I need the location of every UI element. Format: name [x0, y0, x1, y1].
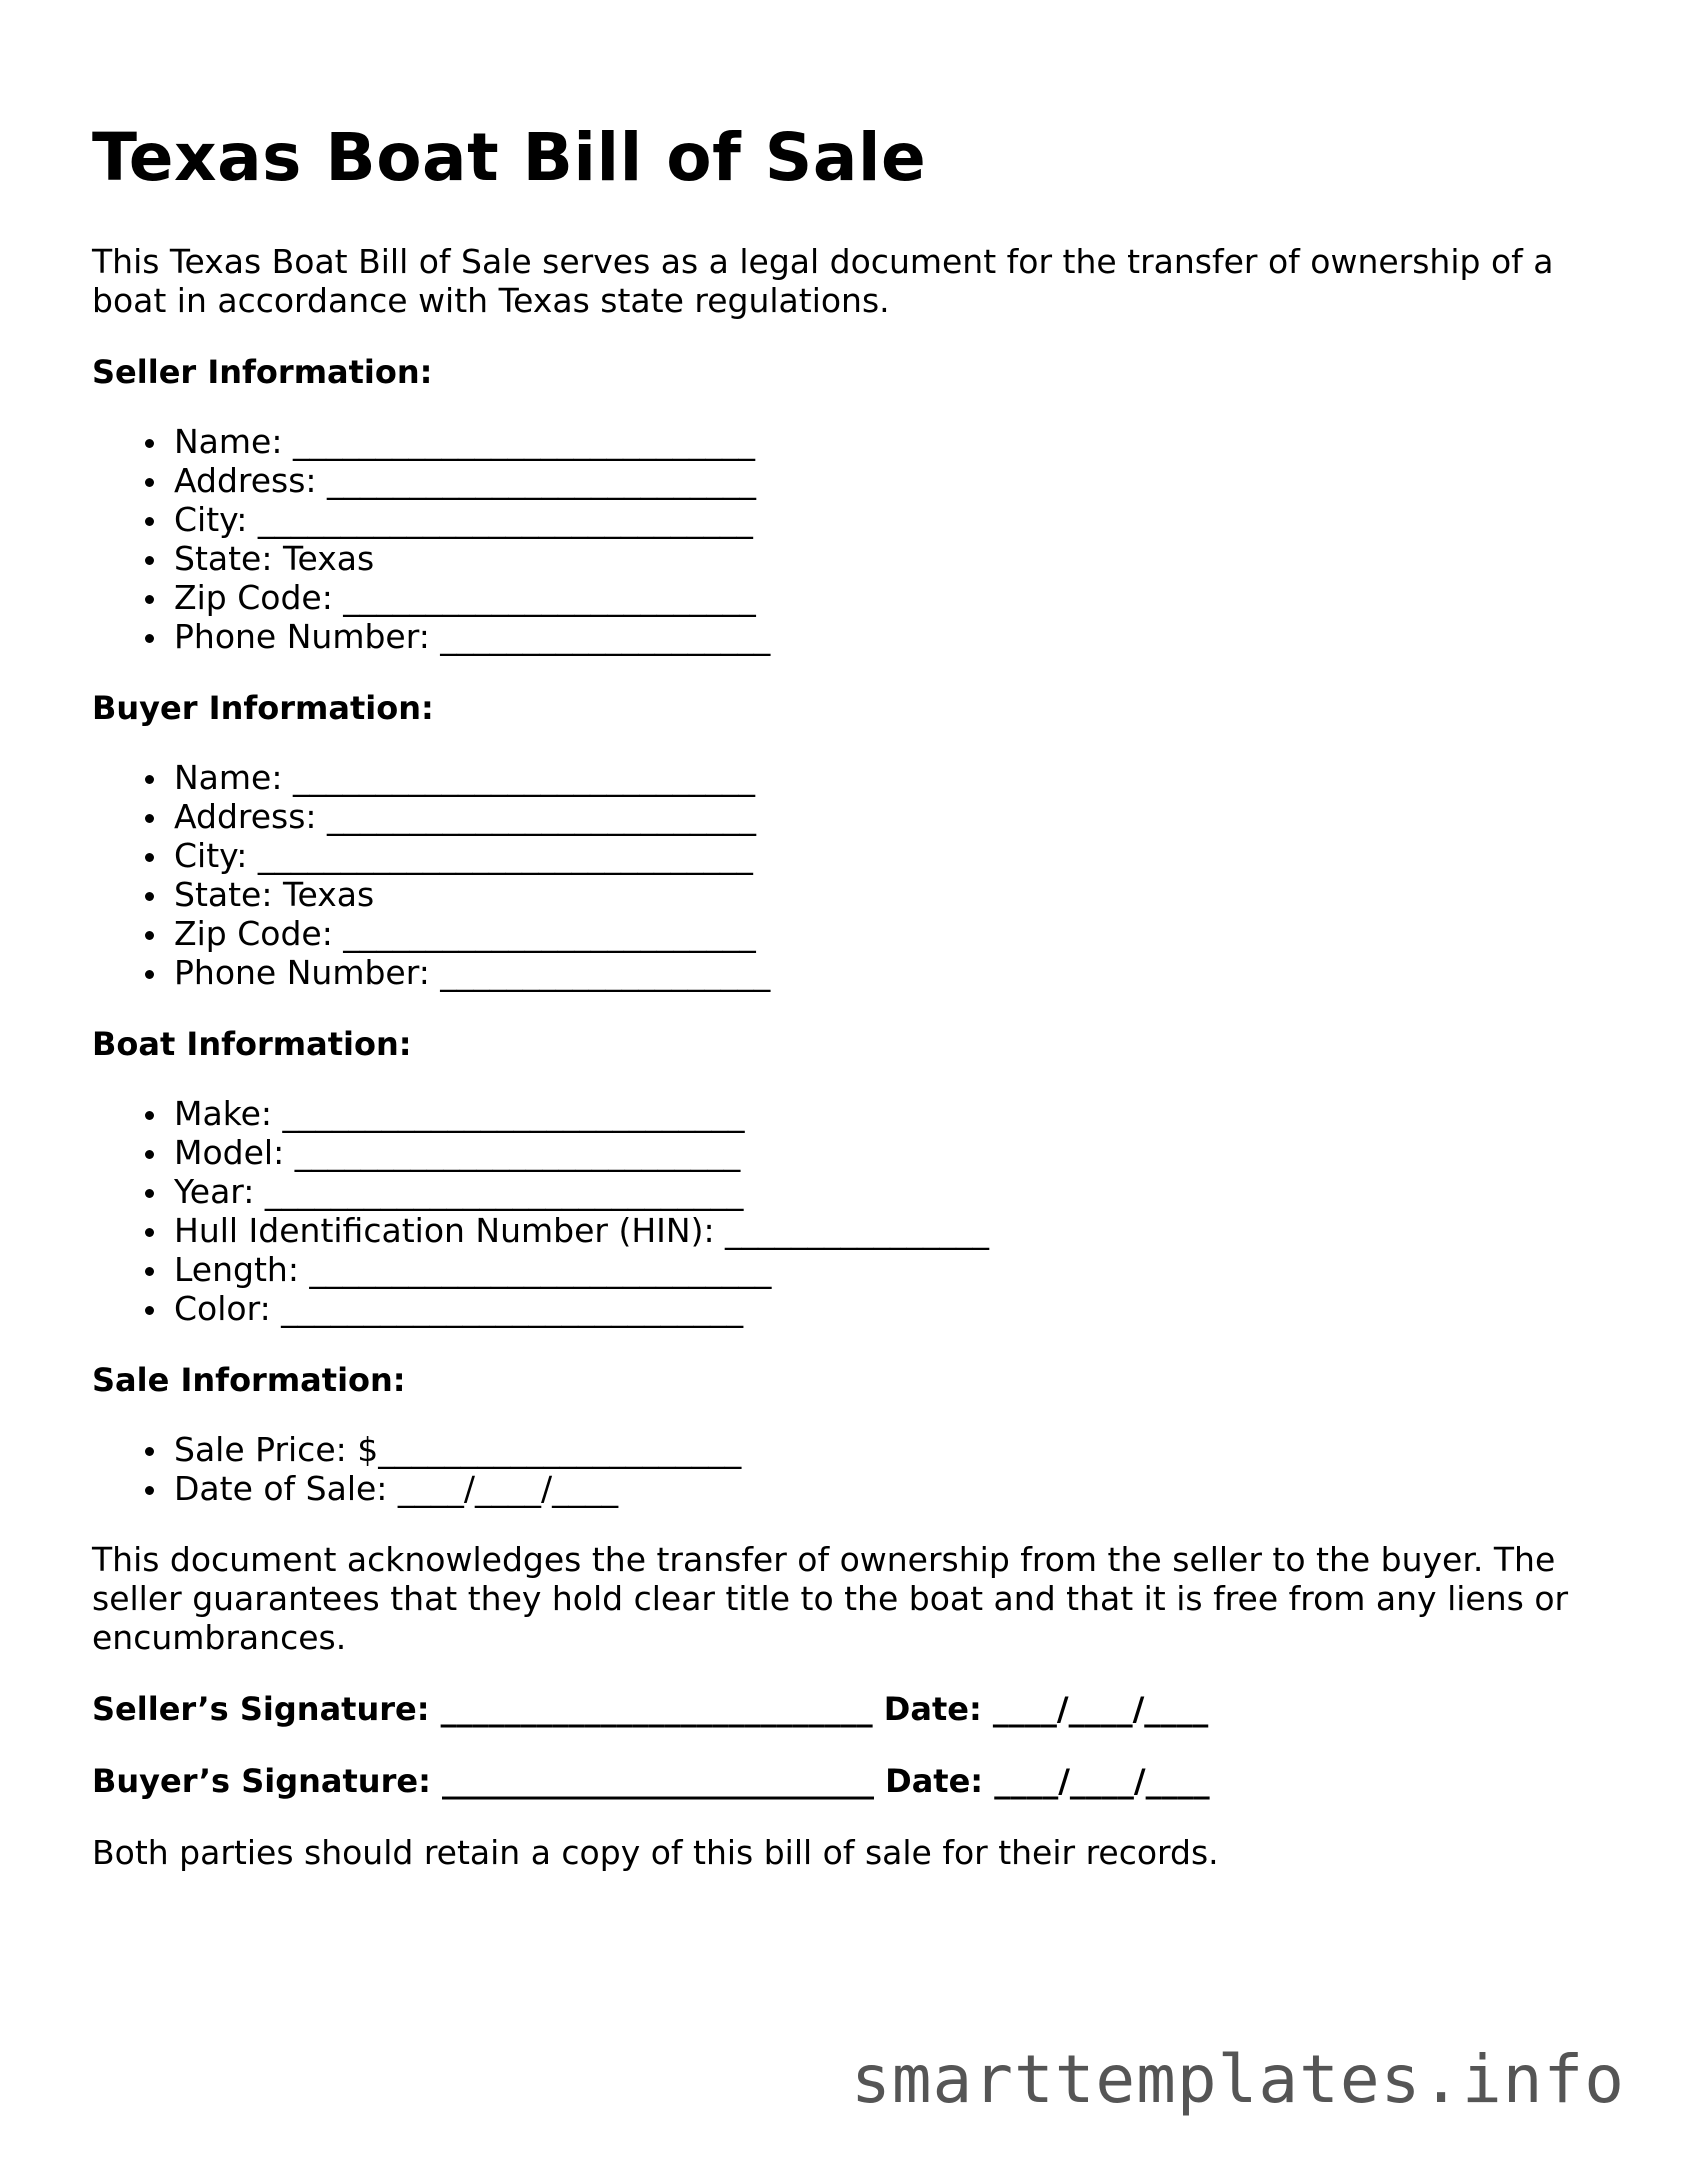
buyer-info-list [92, 758, 1612, 992]
seller-signature-line: Seller’s Signature: ___________________________ Date: ____/____/____ [92, 1690, 1209, 1728]
seller-zip-field: Zip Code: _________________________ [174, 578, 1612, 617]
boat-year-field: Year: _____________________________ [174, 1172, 1612, 1211]
boat-info-list [92, 1094, 1612, 1328]
buyer-state-field: State: Texas [174, 875, 1612, 914]
closing-note: Both parties should retain a copy of this bill of sale for their records. [92, 1833, 1219, 1872]
seller-section-heading: Seller Information: [92, 353, 433, 391]
buyer-zip-field: Zip Code: _________________________ [174, 914, 1612, 953]
seller-phone-field: Phone Number: ____________________ [174, 617, 1612, 656]
boat-length-field: Length: ____________________________ [174, 1250, 1612, 1289]
sale-price-field: Sale Price: $______________________ [174, 1430, 1612, 1469]
boat-model-field: Model: ___________________________ [174, 1133, 1612, 1172]
sale-date-field: Date of Sale: ____/____/____ [174, 1469, 1612, 1508]
buyer-phone-field: Phone Number: ____________________ [174, 953, 1612, 992]
seller-name-field: Name: ____________________________ [174, 422, 1612, 461]
seller-info-list [92, 422, 1612, 656]
buyer-address-field: Address: __________________________ [174, 797, 1612, 836]
buyer-section-heading: Buyer Information: [92, 689, 434, 727]
buyer-signature-line: Buyer’s Signature: ___________________________ Date: ____/____/____ [92, 1762, 1210, 1800]
boat-hin-field: Hull Identification Number (HIN): ________________ [174, 1211, 1612, 1250]
document-title: Texas Boat Bill of Sale [92, 119, 927, 196]
boat-make-field: Make: ____________________________ [174, 1094, 1612, 1133]
sale-info-list [92, 1430, 1612, 1508]
intro-paragraph: This Texas Boat Bill of Sale serves as a legal document for the transfer of ownership of a boat in accordance with Texas state regulations. [92, 242, 1554, 320]
acknowledgement-paragraph: This document acknowledges the transfer of ownership from the seller to the buyer. The seller guarantees that they hold clear title to the boat and that it is free from any liens or encumbrances. [92, 1540, 1569, 1657]
sale-section-heading: Sale Information: [92, 1361, 406, 1399]
seller-address-field: Address: __________________________ [174, 461, 1612, 500]
seller-city-field: City: ______________________________ [174, 500, 1612, 539]
document-page [92, 118, 1612, 1872]
buyer-city-field: City: ______________________________ [174, 836, 1612, 875]
seller-state-field: State: Texas [174, 539, 1612, 578]
site-watermark: smarttemplates.info [851, 2041, 1625, 2118]
boat-section-heading: Boat Information: [92, 1025, 412, 1063]
boat-color-field: Color: ____________________________ [174, 1289, 1612, 1328]
buyer-name-field: Name: ____________________________ [174, 758, 1612, 797]
